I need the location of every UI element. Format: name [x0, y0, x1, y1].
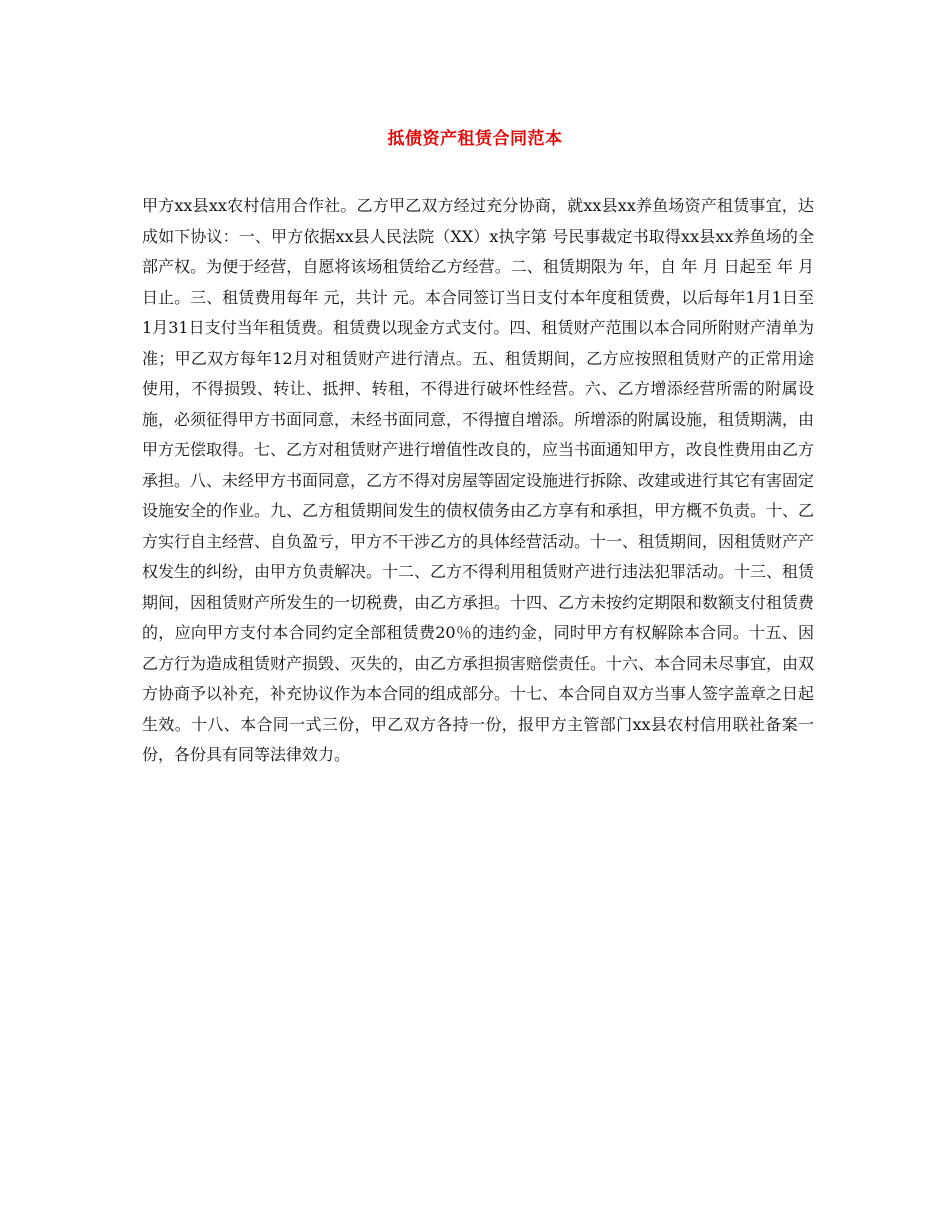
document-body: 甲方xx县xx农村信用合作社。乙方甲乙双方经过充分协商，就xx县xx养鱼场资产租赁事宜，达成如下协议：一、甲方依据xx县人民法院（XX）x执字第 号民事裁定书取得xx县xx养鱼场的全部产权。为便于经营，自愿将该场租赁给乙方经营。二、租赁期限为 年，自 年 月 日起至 年 月 日止。三、租赁费用每年 元，共计 元。本合同签订当日支付本年度租赁费，以后每年1月1日至1月31日支付当年租赁费。租赁费以现金方式支付。四、租赁财产范围以本合同所附财产清单为准；甲乙双方每年12月对租赁财产进行清点。五、租赁期间，乙方应按照租赁财产的正常用途使用，不得损毁、转让、抵押、转租，不得进行破坏性经营。六、乙方增添经营所需的附属设施，必须征得甲方书面同意，未经书面同意，不得擅自增添。所增添的附属设施，租赁期满，由甲方无偿取得。七、乙方对租赁财产进行增值性改良的，应当书面通知甲方，改良性费用由乙方承担。八、未经甲方书面同意，乙方不得对房屋等固定设施进行拆除、改建或进行其它有害固定设施安全的作业。九、乙方租赁期间发生的债权债务由乙方享有和承担，甲方概不负责。十、乙方实行自主经营、自负盈亏，甲方不干涉乙方的具体经营活动。十一、租赁期间，因租赁财产产权发生的纠纷，由甲方负责解决。十二、乙方不得利用租赁财产进行违法犯罪活动。十三、租赁期间，因租赁财产所发生的一切税费，由乙方承担。十四、乙方未按约定期限和数额支付租赁费的，应向甲方支付本合同约定全部租赁费20％的违约金，同时甲方有权解除本合同。十五、因乙方行为造成租赁财产损毁、灭失的，由乙方承担损害赔偿责任。十六、本合同未尽事宜，由双方协商予以补充，补充协议作为本合同的组成部分。十七、本合同自双方当事人签字盖章之日起生效。十八、本合同一式三份，甲乙双方各持一份，报甲方主管部门xx县农村信用联社备案一份，各份具有同等法律效力。	[142, 196, 815, 764]
document-title: 抵债资产租赁合同范本	[387, 129, 563, 149]
